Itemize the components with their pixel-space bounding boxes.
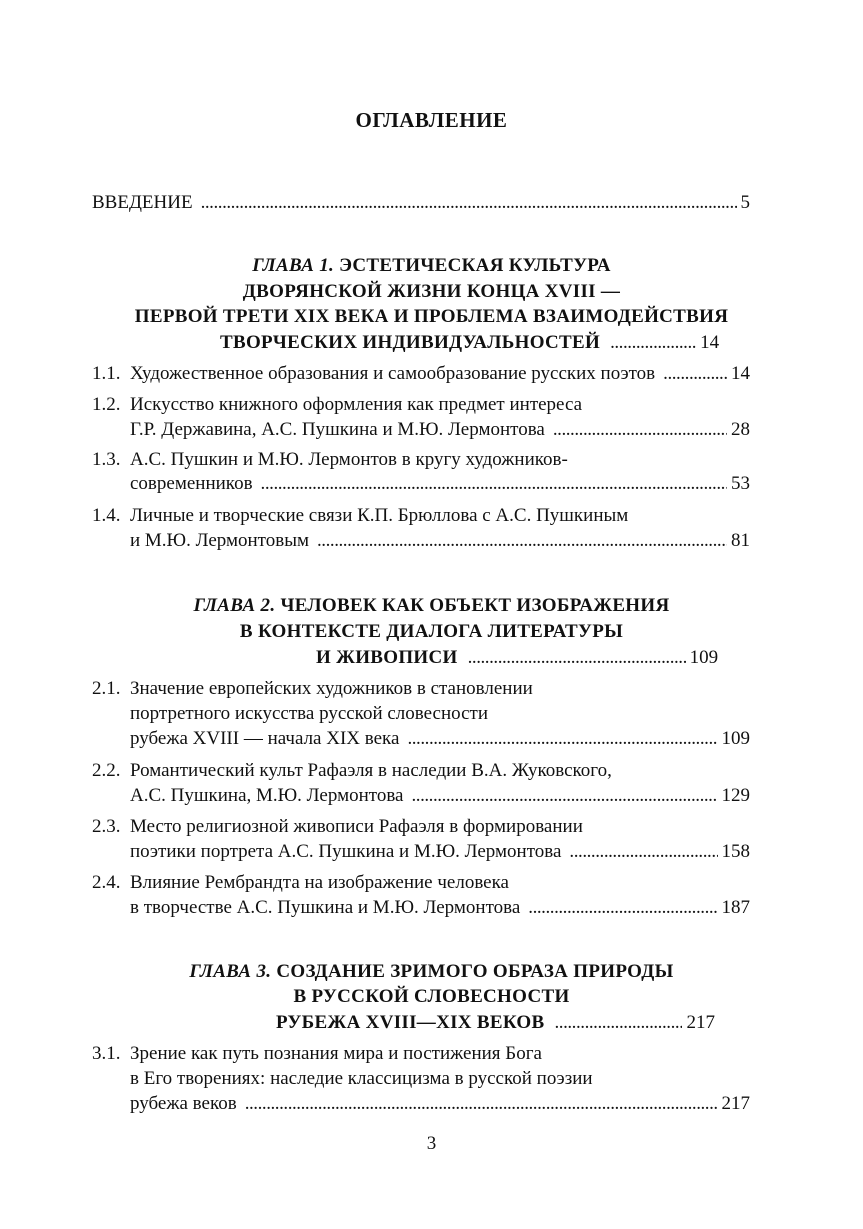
- chapter-2-heading-line-3: И ЖИВОПИСИ . . . 109: [316, 644, 750, 671]
- toc-entry-1-2: 1.2. Искусство книжного оформления как предмет интереса: [92, 391, 750, 418]
- dot-leader: [201, 189, 737, 216]
- chapter-prefix: ГЛАВА 1.: [252, 255, 335, 276]
- dot-leader: [553, 416, 727, 443]
- toc-entry-2-3-cont: поэтики портрета А.С. Пушкина и М.Ю. Лермонтова . . . 158: [92, 838, 750, 865]
- toc-entry-2-3: 2.3. Место религиозной живописи Рафаэля в формировании: [92, 813, 750, 840]
- toc-page-number: 158: [721, 841, 750, 862]
- dot-leader: [261, 470, 727, 497]
- toc-page-number: 217: [686, 1012, 715, 1033]
- toc-page-number: 5: [740, 192, 750, 213]
- chapter-1-heading-line-1: ГЛАВА 1. ЭСТЕТИЧЕСКАЯ КУЛЬТУРА: [252, 255, 611, 276]
- toc-entry-2-4: 2.4. Влияние Рембрандта на изображение человека: [92, 869, 750, 896]
- dot-leader: [610, 329, 696, 356]
- page-number-folio: 3: [426, 1133, 437, 1154]
- toc-entry-2-1-cont-1: портретного искусства русской словесности: [130, 703, 489, 724]
- toc-page-number: 109: [689, 647, 719, 668]
- dot-leader: [411, 782, 717, 809]
- chapter-3-heading-line-3: РУБЕЖА XVIII—XIX ВЕКОВ . . . 217: [276, 1009, 750, 1036]
- dot-leader: [407, 725, 717, 752]
- dot-leader: [663, 360, 727, 387]
- chapter-prefix: ГЛАВА 2.: [193, 595, 276, 616]
- dot-leader: [468, 644, 686, 671]
- toc-entry-2-4-cont: в творчестве А.С. Пушкина и М.Ю. Лермонтова . . . 187: [92, 894, 750, 921]
- toc-page-number: 217: [721, 1093, 750, 1114]
- toc-entry-1-3-cont: современников . . . 53: [92, 470, 750, 497]
- dot-leader: [245, 1090, 718, 1117]
- chapter-1-heading-line-4: ТВОРЧЕСКИХ ИНДИВИДУАЛЬНОСТЕЙ . . . 14: [220, 329, 750, 356]
- page-title: ОГЛАВЛЕНИЕ: [355, 108, 508, 132]
- chapter-prefix: ГЛАВА 3.: [189, 961, 272, 982]
- toc-entry-3-1: 3.1. Зрение как путь познания мира и постижения Бога: [92, 1040, 750, 1067]
- toc-entry-2-1: 2.1. Значение европейских художников в становлении: [92, 675, 750, 702]
- toc-page-number: 53: [731, 473, 750, 494]
- toc-page-number: 187: [721, 897, 750, 918]
- section-number: 1.4.: [92, 505, 121, 526]
- toc-page-number: 129: [721, 785, 750, 806]
- chapter-2-heading-line-1: ГЛАВА 2. ЧЕЛОВЕК КАК ОБЪЕКТ ИЗОБРАЖЕНИЯ: [193, 595, 670, 616]
- toc-entry-intro: [92, 189, 750, 216]
- toc-entry-2-1-cont-2: рубежа XVIII — начала XIX века . . . 109: [92, 725, 750, 752]
- toc-page-number: 109: [721, 728, 750, 749]
- toc-entry-3-1-cont-1: в Его творениях: наследие классицизма в русской поэзии: [130, 1068, 593, 1089]
- toc-entry-2-2: 2.2. Романтический культ Рафаэля в наследии В.А. Жуковского,: [92, 757, 750, 784]
- dot-leader: [569, 838, 717, 865]
- toc-entry-3-1-cont-2: рубежа веков . . . 217: [92, 1090, 750, 1117]
- section-number: 1.2.: [92, 394, 121, 415]
- section-number: 2.4.: [92, 872, 121, 893]
- toc-entry-1-1: 1.1. Художественное образования и самообразование русских поэтов . . . 14: [92, 360, 750, 387]
- toc-entry-1-2-cont: Г.Р. Державина, А.С. Пушкина и М.Ю. Лермонтова . . . 28: [92, 416, 750, 443]
- chapter-3-heading-line-1: ГЛАВА 3. СОЗДАНИЕ ЗРИМОГО ОБРАЗА ПРИРОДЫ: [189, 961, 674, 982]
- toc-entry-1-4-cont: и М.Ю. Лермонтовым . . . 81: [92, 527, 750, 554]
- toc-page-number: 81: [731, 530, 750, 551]
- section-number: 1.3.: [92, 449, 121, 470]
- section-number: 1.1.: [92, 363, 121, 384]
- chapter-3-heading-line-2: В РУССКОЙ СЛОВЕСНОСТИ: [293, 986, 570, 1007]
- toc-entry-1-4: 1.4. Личные и творческие связи К.П. Брюллова с А.С. Пушкиным: [92, 502, 750, 529]
- chapter-2-heading-line-2: В КОНТЕКСТЕ ДИАЛОГА ЛИТЕРАТУРЫ: [239, 621, 624, 642]
- chapter-1-heading-line-3: ПЕРВОЙ ТРЕТИ XIX ВЕКА И ПРОБЛЕМА ВЗАИМОДЕЙСТВИЯ: [134, 306, 729, 327]
- section-number: 2.1.: [92, 678, 121, 699]
- section-number: 2.2.: [92, 760, 121, 781]
- section-number: 2.3.: [92, 816, 121, 837]
- dot-leader: [317, 527, 727, 554]
- toc-entry-2-2-cont: А.С. Пушкина, М.Ю. Лермонтова . . . 129: [92, 782, 750, 809]
- toc-page-number: 28: [731, 419, 750, 440]
- toc-page-number: 14: [731, 363, 750, 384]
- dot-leader: [528, 894, 717, 921]
- toc-entry-label: ВВЕДЕНИЕ: [92, 192, 193, 213]
- toc-page-number: 14: [700, 332, 720, 353]
- chapter-1-heading-line-2: ДВОРЯНСКОЙ ЖИЗНИ КОНЦА XVIII —: [242, 281, 621, 302]
- dot-leader: [554, 1009, 682, 1036]
- section-number: 3.1.: [92, 1043, 121, 1064]
- toc-entry-1-3: 1.3. А.С. Пушкин и М.Ю. Лермонтов в кругу художников-: [92, 446, 750, 473]
